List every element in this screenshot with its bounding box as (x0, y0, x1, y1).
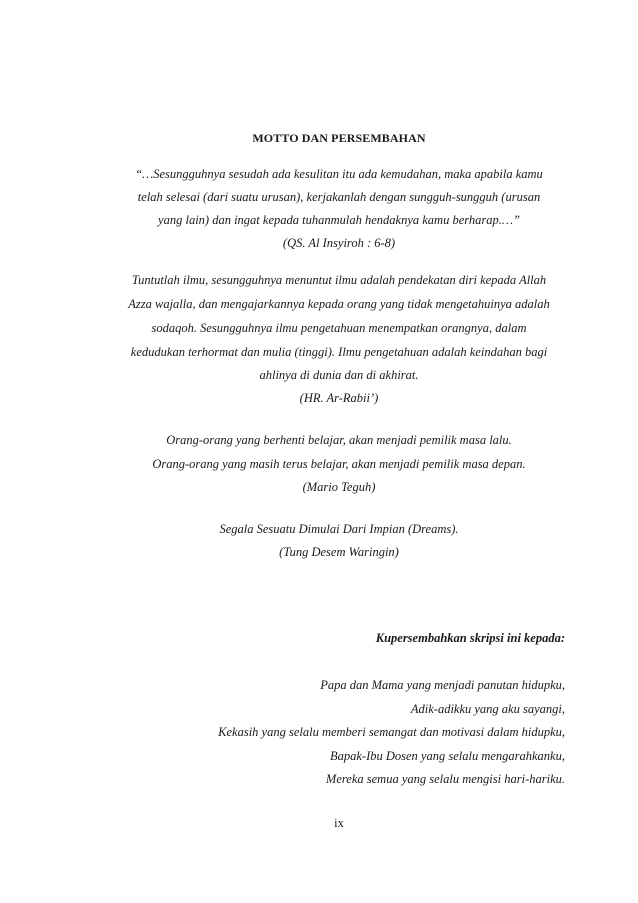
quote-source: (Mario Teguh) (302, 480, 376, 494)
quote-line: Segala Sesuatu Dimulai Dari Impian (Dreams). (219, 522, 459, 536)
quote-line: telah selesai (dari suatu urusan), kerjakanlah dengan sungguh-sungguh (urusan (137, 190, 541, 204)
dedication-item: Adik-adikku yang aku sayangi, (410, 702, 565, 716)
quote-line: ahlinya di dunia dan di akhirat. (259, 368, 419, 382)
dedication-item: Bapak-Ibu Dosen yang selalu mengarahkanku, (329, 749, 565, 763)
dedication-heading: Kupersembahkan skripsi ini kepada: (375, 631, 565, 645)
quote-line: sodaqoh. Sesungguhnya ilmu pengetahuan menempatkan orangnya, dalam (151, 321, 527, 335)
page-title: MOTTO DAN PERSEMBAHAN (252, 131, 426, 145)
quote-line: Orang-orang yang berhenti belajar, akan menjadi pemilik masa lalu. (166, 433, 512, 447)
page-number: ix (334, 816, 344, 830)
dedication-item: Kekasih yang selalu memberi semangat dan motivasi dalam hidupku, (218, 725, 565, 739)
dedication-item: Mereka semua yang selalu mengisi hari-hariku. (325, 772, 565, 786)
quote-source: (QS. Al Insyiroh : 6-8) (282, 236, 396, 250)
dedication-item: Papa dan Mama yang menjadi panutan hidupku, (320, 678, 565, 692)
quote-source: (Tung Desem Waringin) (279, 545, 399, 559)
quote-line: “…Sesungguhnya sesudah ada kesulitan itu ada kemudahan, maka apabila kamu (135, 167, 543, 181)
quote-source: (HR. Ar-Rabii’) (299, 391, 379, 405)
quote-line: kedudukan terhormat dan mulia (tinggi). Ilmu pengetahuan adalah keindahan bagi (130, 345, 548, 359)
quote-line: yang lain) dan ingat kepada tuhanmulah hendaknya kamu berharap.…” (158, 213, 520, 227)
quote-line: Orang-orang yang masih terus belajar, akan menjadi pemilik masa depan. (152, 457, 526, 471)
quote-line: Azza wajalla, dan mengajarkannya kepada orang yang tidak mengetahuinya adalah (128, 297, 550, 311)
quote-line: Tuntutlah ilmu, sesungguhnya menuntut ilmu adalah pendekatan diri kepada Allah (131, 273, 547, 287)
